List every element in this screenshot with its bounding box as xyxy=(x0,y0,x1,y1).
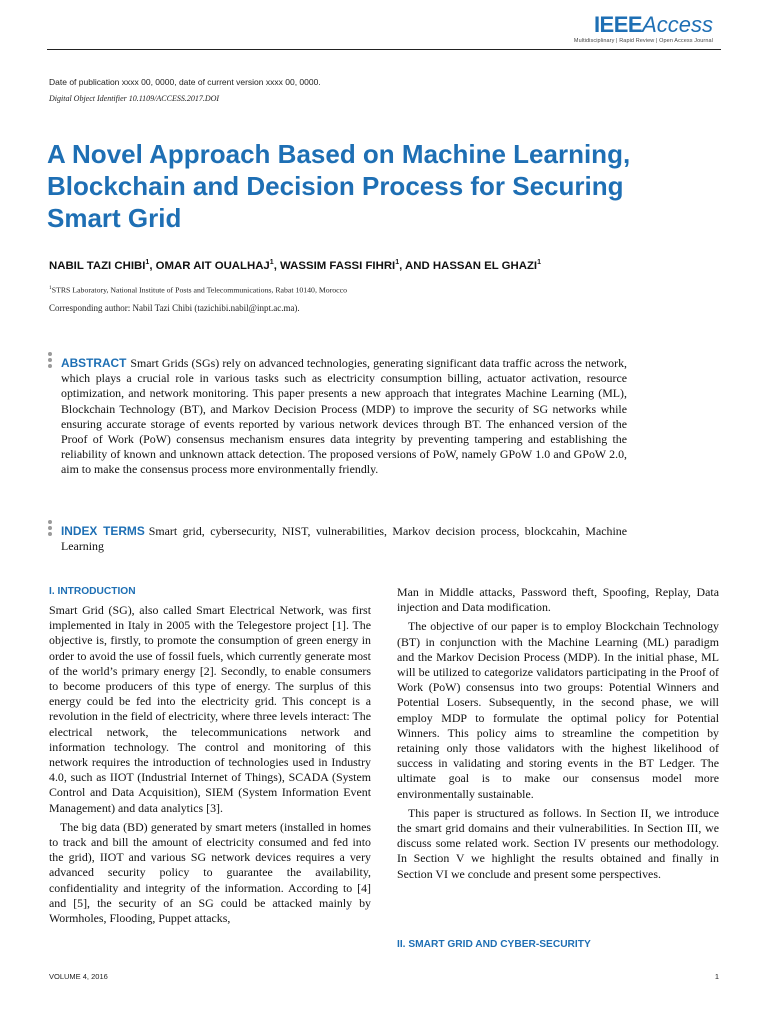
paper-title: A Novel Approach Based on Machine Learning, Blockchain and Decision Process for Securing Smart Grid xyxy=(47,139,631,233)
section-heading-introduction: I. INTRODUCTION xyxy=(49,586,136,597)
index-terms-text: Smart grid, cybersecurity, NIST, vulnerabilities, Markov decision process, blockcahin, Machine Learning xyxy=(61,524,627,554)
body-paragraph: Man in Middle attacks, Password theft, Spoofing, Replay, Data injection and Data modification. xyxy=(397,585,719,615)
author-separator: , AND xyxy=(399,259,433,272)
author-affil-sup: 1 xyxy=(537,259,541,266)
author-affil-sup: 1 xyxy=(145,259,150,266)
body-paragraph: Smart Grid (SG), also called Smart Electrical Network, was first implemented in Italy in 2005 with the Telegestore project [1]. The objective is, firstly, to promote the consumption of green energy in order to avoid the use of fossil fuels, which currently generate most of the world’s primary energy [2]. Secondly, to enable consumers to become producers of this type of energy. The surplus of this energy could be fed into the electricity grid. This concept is a revolution in the field of electricity, where three levels interact: The electrical network, the telecommunications network and information technology. The control and monitoring of this network requires the introduction of technologies used in Industry 4.0, such as IIOT (Industrial Internet of Things), SCADA (System Control and Data Acquisition), SIEM (System Information Event Management) and data analytics [3]. xyxy=(49,603,371,815)
footer-volume: VOLUME 4, 2016 xyxy=(49,972,108,981)
abstract xyxy=(61,356,627,478)
affiliation xyxy=(49,285,347,295)
index-terms-marker-icon xyxy=(48,520,52,538)
author-affil-sup: 1 xyxy=(395,259,400,266)
author-separator: , xyxy=(273,259,281,272)
section-heading-smart-grid: II. SMART GRID AND CYBER-SECURITY xyxy=(397,939,591,950)
journal-logo xyxy=(574,13,713,44)
body-column-right xyxy=(397,585,719,882)
index-terms xyxy=(61,524,627,554)
author-name: WASSIM FASSI FIHRI xyxy=(280,259,396,272)
body-column-left xyxy=(49,585,371,926)
author-list xyxy=(49,256,609,273)
body-paragraph: The objective of our paper is to employ Blockchain Technology (BT) in conjunction with the Machine Learning (ML) paradigm and the Markov Decision Process (MDP). In the initial phase, ML will be utilized to categorize validators participating in the Proof of Work (PoW) consensus into two groups: Potential Winners and Potential Losers. Subsequently, in the second phase, we will employ MDP to formulate the optimal policy for Potential Winners. This policy aims to streamline the competition by retaining only those validators with the highest likelihood of success in validating and storing events in the BT Ledger. The ultimate goal is to make our consensus model more environmentally sustainable. xyxy=(397,619,719,801)
logo-tagline: Multidisciplinary | Rapid Review | Open Access Journal xyxy=(573,38,713,44)
author-name: NABIL TAZI CHIBI xyxy=(49,259,146,272)
publication-dates: Date of publication xxxx 00, 0000, date of current version xxxx 00, 0000. xyxy=(49,77,321,87)
corresponding-author: Corresponding author: Nabil Tazi Chibi (tazichibi.nabil@inpt.ac.ma). xyxy=(49,303,300,313)
logo-access-text: Access xyxy=(642,12,713,37)
affiliation-sup: 1 xyxy=(49,285,52,291)
logo-ieee-text: IEEE xyxy=(593,12,643,37)
abstract-text: Smart Grids (SGs) rely on advanced technologies, generating significant data traffic across the network, which plays a crucial role in various tasks such as electricity consumption billing, actuator activation, resource optimization, and network monitoring. This paper presents a new approach that integrates Machine Learning (ML), Blockchain Technology (BT), and Markov Decision Process (MDP) to improve the security of SG networks while ensuring accurate storage of events reported by various network devices through BT. The enhanced version of the Proof of Work (PoW) consensus mechanism ensures data integrity by preventing tampering and establishing the reliability of known and unknown attack detection. The proposed versions of PoW, namely GPoW 1.0 and GPoW 2.0, aim to make the consensus process more environmentally friendly. xyxy=(61,356,627,477)
author-affil-sup: 1 xyxy=(269,259,274,266)
body-paragraph: This paper is structured as follows. In Section II, we introduce the smart grid domains and their vulnerabilities. In Section III, we discuss some related work. Section IV presents our methodology. In Section V we highlight the results obtained and finally in Section VI we conclude and present some perspectives. xyxy=(397,805,719,881)
page-number: 1 xyxy=(714,972,719,981)
header-rule xyxy=(47,49,721,50)
index-terms-label: INDEX TERMS xyxy=(61,524,145,538)
author-separator: , xyxy=(149,259,156,272)
abstract-label: ABSTRACT xyxy=(61,356,127,370)
author-name: HASSAN EL GHAZI xyxy=(432,259,538,272)
body-paragraph: The big data (BD) generated by smart meters (installed in homes to track and bill the amount of electricity consumed and fed into the grid), IIOT and various SG network devices requires a very advanced security policy to guarantee the availability, confidentiality and integrity of the information. According to [4] and [5], the security of an SG could be attacked mainly by Wormholes, Flooding, Puppet attacks, xyxy=(49,819,371,926)
author-name: OMAR AIT OUALHAJ xyxy=(155,259,270,272)
doi-line: Digital Object Identifier 10.1109/ACCESS.2017.DOI xyxy=(49,94,220,103)
abstract-marker-icon xyxy=(48,352,52,370)
affiliation-text: STRS Laboratory, National Institute of Posts and Telecommunications, Rabat 10140, Morocco xyxy=(51,285,348,295)
